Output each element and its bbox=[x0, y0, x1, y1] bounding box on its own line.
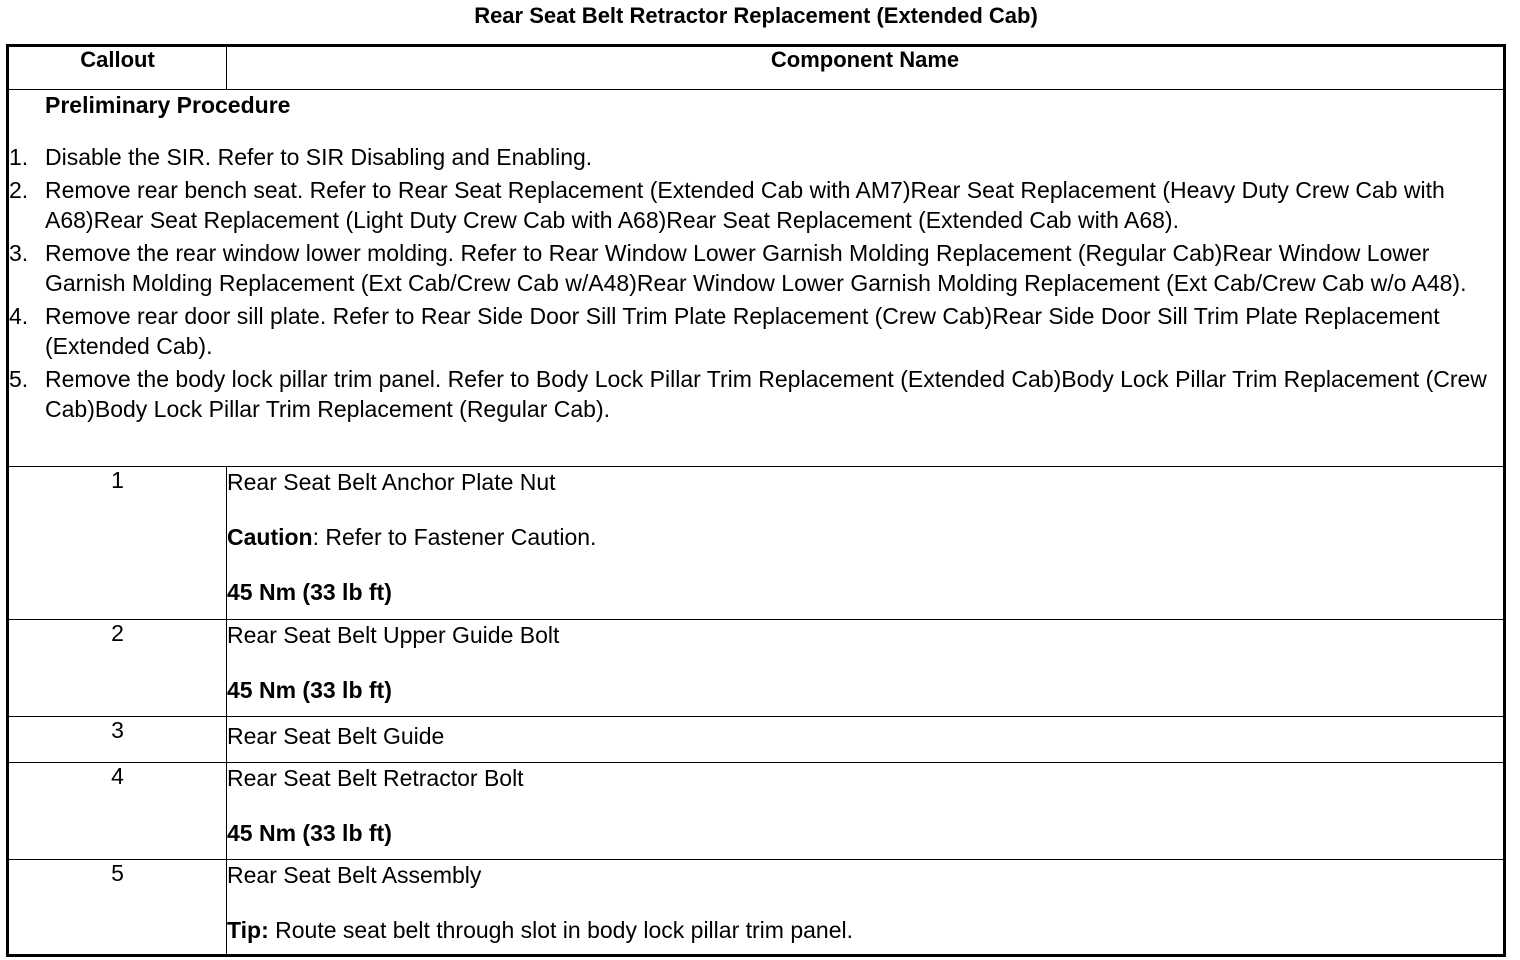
procedure-step bbox=[9, 364, 1503, 424]
preliminary-procedure-heading: Preliminary Procedure bbox=[45, 92, 291, 118]
step-number: 2. bbox=[9, 177, 29, 203]
caution-note bbox=[227, 522, 1503, 552]
tip-note bbox=[227, 915, 1503, 945]
procedure-step bbox=[9, 175, 1503, 235]
component-cell bbox=[227, 717, 1505, 763]
component-cell bbox=[227, 620, 1505, 717]
component-name: Rear Seat Belt Retractor Bolt bbox=[227, 765, 524, 791]
component-name: Rear Seat Belt Anchor Plate Nut bbox=[227, 469, 556, 495]
component-cell bbox=[227, 860, 1505, 956]
preliminary-procedure-row bbox=[8, 90, 1505, 467]
torque-spec: 45 Nm (33 lb ft) bbox=[227, 820, 392, 846]
callout-column-header: Callout bbox=[8, 46, 227, 90]
step-text: Remove rear door sill plate. Refer to Rear Side Door Sill Trim Plate Replacement (Crew Cab)Rear Side Door Sill Trim Plate Replacement (Extended Cab). bbox=[45, 303, 1440, 359]
component-name-column-header: Component Name bbox=[227, 46, 1505, 90]
callout-number: 3 bbox=[8, 717, 227, 763]
procedure-step bbox=[9, 142, 1503, 172]
document-title: Rear Seat Belt Retractor Replacement (Extended Cab) bbox=[474, 3, 1038, 28]
step-number: 5. bbox=[9, 366, 29, 392]
step-number: 4. bbox=[9, 303, 29, 329]
caution-label: Caution bbox=[227, 524, 313, 550]
step-number: 3. bbox=[9, 240, 29, 266]
tip-text: Route seat belt through slot in body lock pillar trim panel. bbox=[268, 917, 853, 943]
step-text: Remove rear bench seat. Refer to Rear Seat Replacement (Extended Cab with AM7)Rear Seat Replacement (Heavy Duty Crew Cab with A68)Rear Seat Replacement (Light Duty Crew Cab with A68)Rear Seat Replacement (Extended Cab with A68). bbox=[45, 177, 1445, 233]
table-header-row bbox=[8, 46, 1505, 90]
component-cell bbox=[227, 763, 1505, 860]
step-number: 1. bbox=[9, 144, 29, 170]
step-text: Remove the body lock pillar trim panel. Refer to Body Lock Pillar Trim Replacement (Extended Cab)Body Lock Pillar Trim Replacement (Crew Cab)Body Lock Pillar Trim Replacement (Regular Cab). bbox=[45, 366, 1487, 422]
step-text: Disable the SIR. Refer to SIR Disabling and Enabling. bbox=[45, 144, 593, 170]
component-name: Rear Seat Belt Upper Guide Bolt bbox=[227, 622, 560, 648]
table-row bbox=[8, 717, 1505, 763]
table-row bbox=[8, 860, 1505, 956]
procedure-table bbox=[6, 44, 1506, 957]
step-text: Remove the rear window lower molding. Refer to Rear Window Lower Garnish Molding Replacement (Regular Cab)Rear Window Lower Garnish Molding Replacement (Ext Cab/Crew Cab w/A48)Rear Window Lower Garnish Molding Replacement (Ext Cab/Crew Cab w/o A48). bbox=[45, 240, 1467, 296]
callout-number: 4 bbox=[8, 763, 227, 860]
component-name: Rear Seat Belt Assembly bbox=[227, 862, 482, 888]
component-name: Rear Seat Belt Guide bbox=[227, 723, 445, 749]
table-row bbox=[8, 763, 1505, 860]
preliminary-steps-list bbox=[9, 142, 1503, 424]
callout-number: 5 bbox=[8, 860, 227, 956]
component-cell bbox=[227, 467, 1505, 620]
preliminary-procedure-cell bbox=[8, 90, 1505, 467]
procedure-step bbox=[9, 301, 1503, 361]
procedure-step bbox=[9, 238, 1503, 298]
torque-spec: 45 Nm (33 lb ft) bbox=[227, 677, 392, 703]
table-row bbox=[8, 467, 1505, 620]
tip-label: Tip: bbox=[227, 917, 269, 943]
callout-number: 1 bbox=[8, 467, 227, 620]
torque-spec: 45 Nm (33 lb ft) bbox=[227, 579, 392, 605]
table-row bbox=[8, 620, 1505, 717]
caution-text: : Refer to Fastener Caution. bbox=[312, 524, 597, 550]
callout-number: 2 bbox=[8, 620, 227, 717]
